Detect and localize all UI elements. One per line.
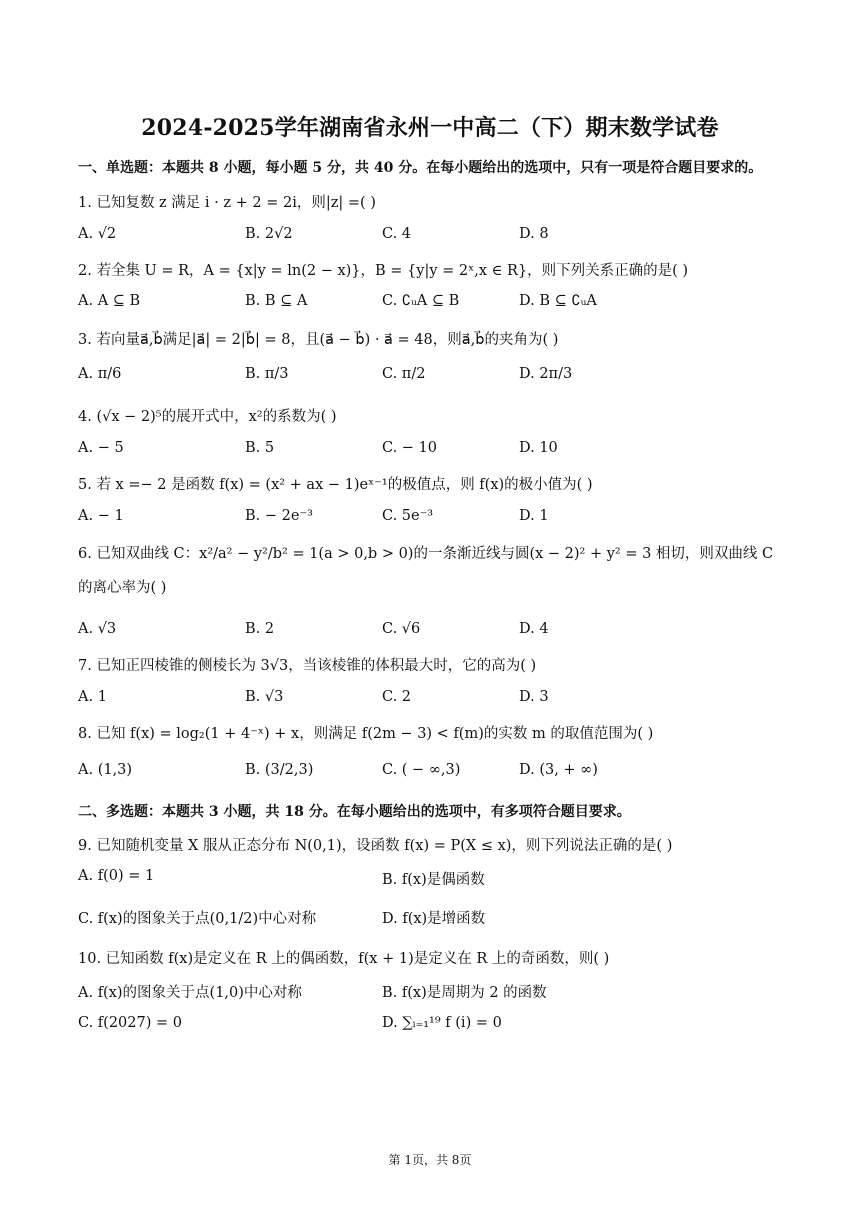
option-b: B. 5 xyxy=(245,440,275,456)
option-a: A. f(0) = 1 xyxy=(78,868,155,884)
option-c: C. 5e⁻³ xyxy=(382,508,434,524)
option-a: A. 1 xyxy=(78,689,107,705)
question-2-options xyxy=(78,293,778,313)
option-d: D. (3, + ∞) xyxy=(519,762,598,778)
question-3-stem: 3. 若向量a⃗,b⃗满足|a⃗| = 2|b⃗| = 8，且(a⃗ − b⃗) · a⃗ = 48，则a⃗,b⃗的夹角为( ) xyxy=(78,332,559,348)
question-5-options xyxy=(78,508,778,528)
option-b: B. 2√2 xyxy=(245,226,293,242)
option-c: C. √6 xyxy=(382,621,421,637)
question-7-stem: 7. 已知正四棱锥的侧棱长为 3√3，当该棱锥的体积最大时，它的高为( ) xyxy=(78,658,537,674)
option-b: B. π/3 xyxy=(245,366,289,382)
page-title: 2024-2025学年湖南省永州一中高二（下）期末数学试卷 xyxy=(141,115,719,141)
section-heading-single-choice: 一、单选题：本题共 8 小题，每小题 5 分，共 40 分。在每小题给出的选项中，只有一项是符合题目要求的。 xyxy=(78,160,763,176)
option-d: D. f(x)是增函数 xyxy=(382,911,486,927)
option-b: B. (3/2,3) xyxy=(245,762,314,778)
page-footer: 第 1页，共 8页 xyxy=(388,1153,472,1167)
option-a: A. − 5 xyxy=(78,440,124,456)
option-d: D. B ⊆ ∁ᵤA xyxy=(519,293,597,309)
option-c: C. ∁ᵤA ⊆ B xyxy=(382,293,460,309)
option-a: A. √2 xyxy=(78,226,117,242)
option-b: B. f(x)是周期为 2 的函数 xyxy=(382,985,547,1001)
question-8-options xyxy=(78,762,778,782)
question-4-stem: 4. (√x − 2)⁵的展开式中，x²的系数为( ) xyxy=(78,409,337,425)
option-a: A. (1,3) xyxy=(78,762,133,778)
question-1-stem: 1. 已知复数 z 满足 i · z + 2 = 2i，则|z| =( ) xyxy=(78,195,376,211)
option-a: A. f(x)的图象关于点(1,0)中心对称 xyxy=(78,985,302,1001)
option-b: B. √3 xyxy=(245,689,284,705)
option-c: C. ( − ∞,3) xyxy=(382,762,461,778)
question-9-stem: 9. 已知随机变量 X 服从正态分布 N(0,1)，设函数 f(x) = P(X ≤ x)，则下列说法正确的是( ) xyxy=(78,838,673,854)
option-b: B. − 2e⁻³ xyxy=(245,508,313,524)
question-6-options xyxy=(78,621,778,641)
option-c: C. f(x)的图象关于点(0,1/2)中心对称 xyxy=(78,911,317,927)
question-6-stem: 6. 已知双曲线 C：x²/a² − y²/b² = 1(a > 0,b > 0)的一条渐近线与圆(x − 2)² + y² = 3 相切，则双曲线 C 的离心率为( ) xyxy=(78,546,774,596)
question-8-stem: 8. 已知 f(x) = log₂(1 + 4⁻ˣ) + x，则满足 f(2m − 3) < f(m)的实数 m 的取值范围为( ) xyxy=(78,726,654,742)
question-9-options-row-1 xyxy=(78,868,778,888)
option-b: B. 2 xyxy=(245,621,275,637)
option-c: C. π/2 xyxy=(382,366,426,382)
option-d: D. 3 xyxy=(519,689,549,705)
option-b: B. f(x)是偶函数 xyxy=(382,872,485,888)
option-c: C. − 10 xyxy=(382,440,438,456)
question-5-stem: 5. 若 x =− 2 是函数 f(x) = (x² + ax − 1)eˣ⁻¹的极值点，则 f(x)的极小值为( ) xyxy=(78,477,593,493)
question-1-options xyxy=(78,226,778,246)
option-a: A. A ⊆ B xyxy=(78,293,141,309)
question-10-options-row-1 xyxy=(78,981,778,1001)
question-4-options xyxy=(78,440,778,460)
question-9-options-row-2 xyxy=(78,907,778,927)
question-10-stem: 10. 已知函数 f(x)是定义在 R 上的偶函数，f(x + 1)是定义在 R 上的奇函数，则( ) xyxy=(78,951,610,967)
option-a: A. − 1 xyxy=(78,508,124,524)
question-3-options xyxy=(78,366,778,386)
option-d: D. 2π/3 xyxy=(519,366,573,382)
option-d: D. 1 xyxy=(519,508,549,524)
option-b: B. B ⊆ A xyxy=(245,293,308,309)
option-c: C. f(2027) = 0 xyxy=(78,1015,182,1031)
option-d: D. 8 xyxy=(519,226,549,242)
question-2-stem: 2. 若全集 U = R，A = {x|y = ln(2 − x)}，B = {y|y = 2ˣ,x ∈ R}，则下列关系正确的是( ) xyxy=(78,263,689,279)
section-heading-multiple-choice: 二、多选题：本题共 3 小题，共 18 分。在每小题给出的选项中，有多项符合题目要求。 xyxy=(78,804,631,820)
option-c: C. 2 xyxy=(382,689,412,705)
option-c: C. 4 xyxy=(382,226,412,242)
option-d: D. ∑ᵢ₌₁¹⁹ f (i) = 0 xyxy=(382,1015,502,1031)
option-d: D. 10 xyxy=(519,440,558,456)
question-7-options xyxy=(78,689,778,709)
question-10-options-row-2 xyxy=(78,1015,778,1035)
option-a: A. √3 xyxy=(78,621,117,637)
option-d: D. 4 xyxy=(519,621,549,637)
option-a: A. π/6 xyxy=(78,366,122,382)
